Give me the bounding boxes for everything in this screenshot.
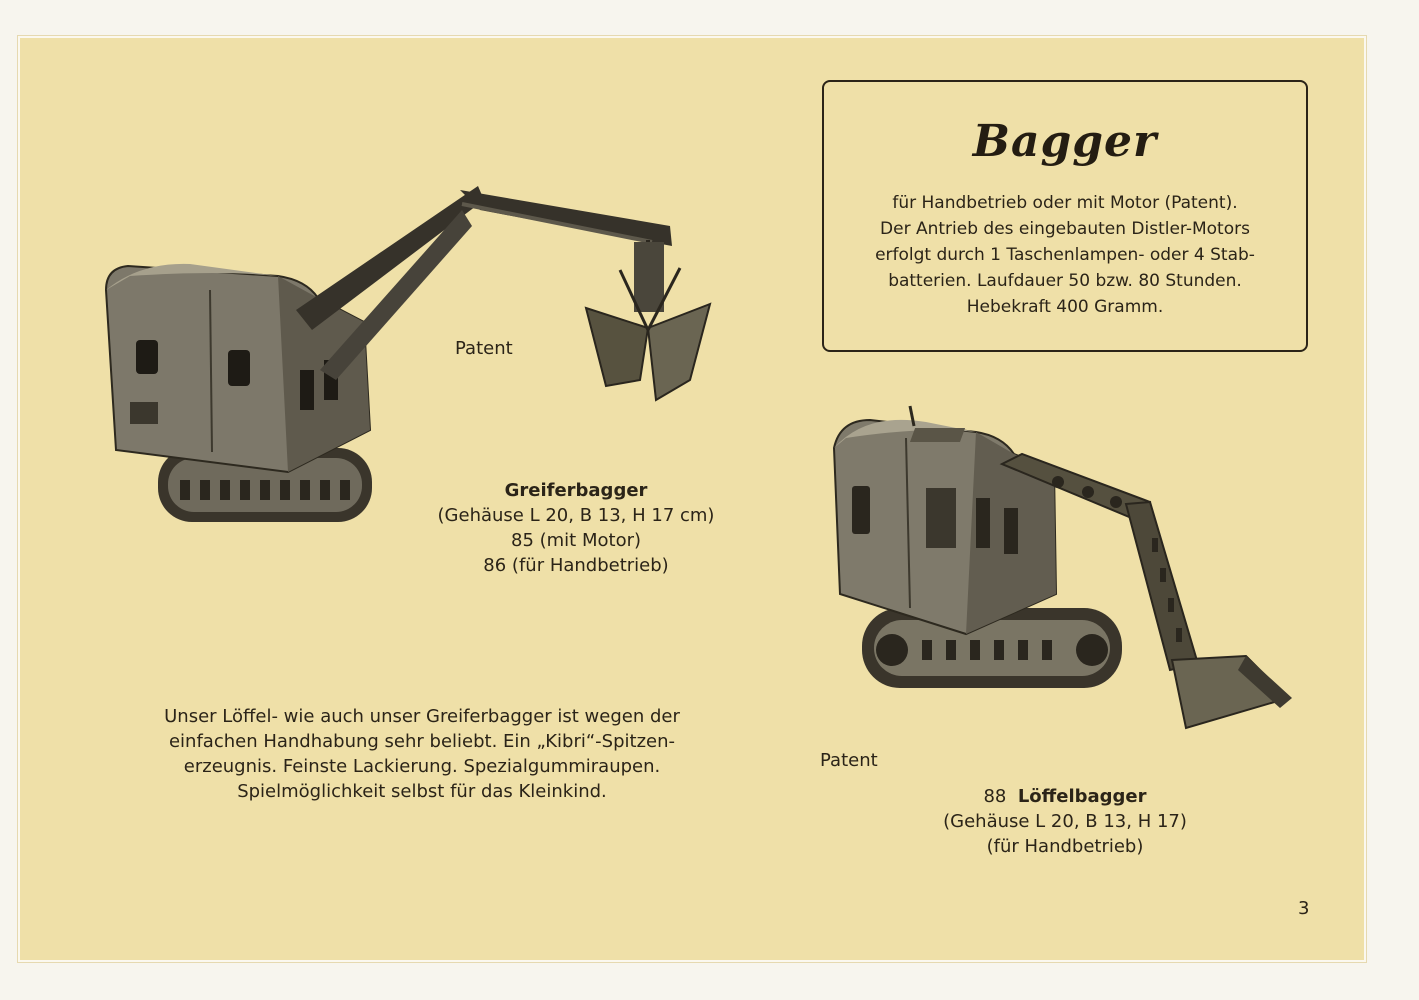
loeffelbagger-caption (920, 784, 1210, 859)
loeffelbagger-name: Löffelbagger (1017, 786, 1147, 807)
promo-line: erzeugnis. Feinste Lackierung. Spezialgummiraupen. (183, 756, 661, 777)
description-line: batterien. Laufdauer 50 bzw. 80 Stunden. (888, 271, 1242, 291)
greiferbagger-variant-hand: 86 (für Handbetrieb) (483, 555, 669, 576)
title-box (822, 80, 1308, 352)
greiferbagger-patent-label: Patent (455, 338, 513, 359)
page-title: Bagger (972, 116, 1158, 167)
promo-line: Spielmöglichkeit selbst für das Kleinkind. (237, 781, 607, 802)
loeffelbagger-usage: (für Handbetrieb) (986, 836, 1144, 857)
description-line: Der Antrieb des eingebauten Distler-Motors (880, 219, 1250, 239)
loeffelbagger-number: 88 (983, 786, 1007, 807)
page-number: 3 (1298, 898, 1310, 919)
promo-paragraph (140, 704, 704, 804)
description-line: für Handbetrieb oder mit Motor (Patent). (892, 193, 1238, 213)
promo-line: einfachen Handhabung sehr beliebt. Ein „Kibri“-Spitzen- (168, 731, 676, 752)
description-line: erfolgt durch 1 Taschenlampen- oder 4 Stab- (875, 245, 1255, 265)
greiferbagger-dims: (Gehäuse L 20, B 13, H 17 cm) (437, 505, 715, 526)
greiferbagger-variant-motor: 85 (mit Motor) (511, 530, 641, 551)
promo-line: Unser Löffel- wie auch unser Greiferbagger ist wegen der (164, 706, 680, 727)
description-line: Hebekraft 400 Gramm. (966, 297, 1164, 317)
greiferbagger-caption (420, 478, 732, 578)
loeffelbagger-illustration (826, 398, 1306, 748)
greiferbagger-name: Greiferbagger (504, 480, 648, 501)
loeffelbagger-patent-label: Patent (820, 750, 878, 771)
loeffelbagger-dims: (Gehäuse L 20, B 13, H 17) (943, 811, 1187, 832)
title-description (844, 190, 1286, 320)
